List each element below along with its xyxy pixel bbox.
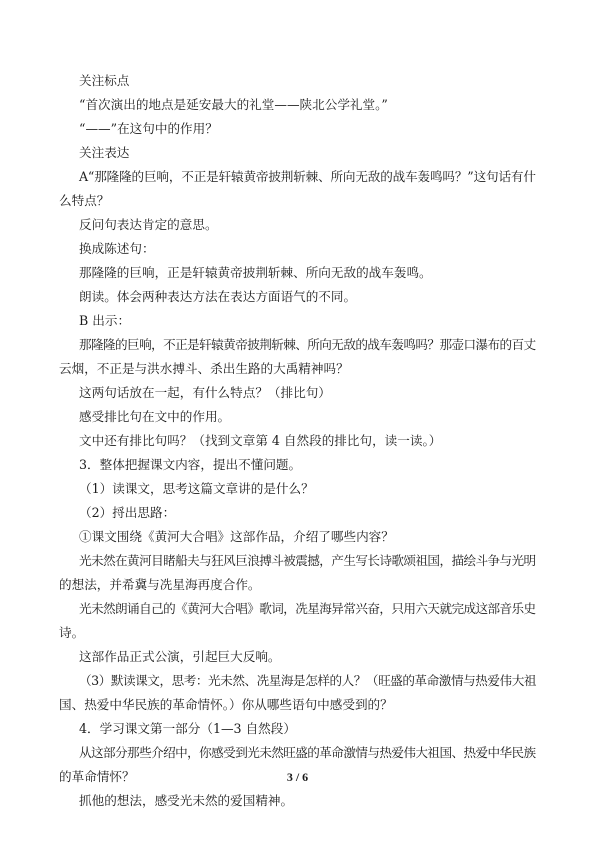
text-line: “首次演出的地点是延安最大的礼堂——陕北公学礼堂。”	[79, 97, 388, 112]
text-line: 光未然朗诵自己的《黄河大合唱》歌词，冼星海异常兴奋，只用六天就完成这部音乐史	[79, 601, 536, 616]
text-line: 这部作品正式公演，引起巨大反响。	[79, 649, 281, 664]
text-line: 的想法，并希冀与冼星海再度合作。	[59, 577, 261, 592]
text-line: B 出示：	[79, 313, 131, 328]
text-line: “——”在这句中的作用？	[79, 121, 218, 136]
text-line: 国、热爱中华民族的革命情怀。）你从哪些语句中感受到的？	[59, 697, 393, 712]
text-line: 的革命情怀？	[59, 769, 135, 784]
text-line: 光未然在黄河目睹船夫与狂风巨浪搏斗被震撼，产生写长诗歌颂祖国，描绘斗争与光明	[79, 553, 536, 568]
text-line: 3．整体把握课文内容，提出不懂问题。	[79, 457, 302, 472]
text-line: 云烟，不正是与洪水搏斗、杀出生路的大禹精神吗？	[59, 361, 349, 376]
text-line: 反问句表达肯定的意思。	[79, 217, 218, 232]
text-line: 文中还有排比句吗？（找到文章第 4 自然段的排比句，读一读。）	[79, 433, 442, 448]
text-line: 那隆隆的巨响，正是轩辕黄帝披荆斩棘、所向无敌的战车轰鸣。	[79, 265, 432, 280]
text-line: 那隆隆的巨响，不正是轩辕黄帝披荆斩棘、所向无敌的战车轰鸣吗？那壶口瀑布的百丈	[79, 337, 536, 352]
text-line: 诗。	[59, 625, 85, 640]
text-line: 从这部分那些介绍中，你感受到光未然旺盛的革命激情与热爱伟大祖国、热爱中华民族	[79, 745, 536, 760]
text-line: （2）捋出思路：	[79, 505, 176, 520]
text-line: ①课文围绕《黄河大合唱》这部作品，介绍了哪些内容？	[79, 529, 394, 544]
text-line: 朗读。体会两种表达方法在表达方面语气的不同。	[79, 289, 357, 304]
text-line: 这两句话放在一起，有什么特点？（排比句）	[79, 385, 331, 400]
text-line: （1）读课文，思考这篇文章讲的是什么？	[79, 481, 314, 496]
text-line: 换成陈述句：	[79, 241, 155, 256]
text-line: 关注表达	[79, 145, 130, 160]
text-line: 关注标点	[79, 73, 130, 88]
text-line: 感受排比句在文中的作用。	[79, 409, 231, 424]
text-line: 么特点？	[59, 193, 110, 208]
text-line: A“那隆隆的巨响，不正是轩辕黄帝披荆斩棘、所向无敌的战车轰鸣吗？”这句话有什	[79, 169, 536, 184]
page-number: 3 / 6	[286, 770, 309, 784]
text-line: 4．学习课文第一部分（1—3 自然段）	[79, 721, 296, 736]
text-line: （3）默读课文，思考：光未然、冼星海是怎样的人？（旺盛的革命激情与热爱伟大祖	[79, 673, 536, 688]
text-line: 抓他的想法，感受光未然的爱国精神。	[79, 793, 294, 808]
